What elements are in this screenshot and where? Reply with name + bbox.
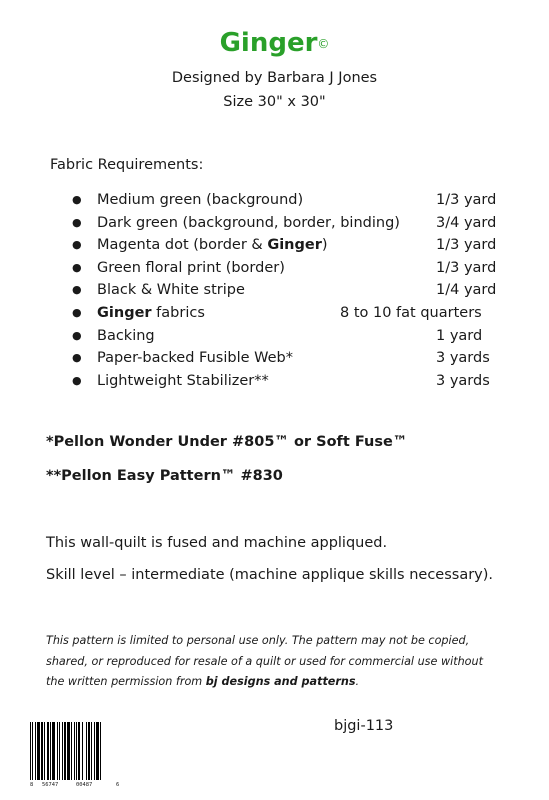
publisher-name: bj designs and patterns: [205, 675, 356, 688]
copyright-line: the written permission from bj designs and patterns.: [46, 675, 360, 688]
barcode-bar: [44, 722, 45, 780]
barcode-digit-group: 8: [30, 782, 34, 788]
barcode-bar: [76, 722, 77, 780]
bullet-icon: ●: [72, 305, 82, 319]
copyright-notice: [46, 631, 526, 693]
bullet-icon: ●: [72, 193, 82, 206]
barcode-bars: [30, 722, 122, 780]
list-item: [72, 348, 502, 371]
barcode-bar: [30, 722, 31, 780]
fabric-quantity: 1/3 yard: [436, 192, 497, 208]
pattern-code: bjgi-113: [334, 718, 394, 734]
barcode-bar: [41, 722, 43, 780]
barcode-digit-group: 56747: [42, 782, 59, 788]
copyright-line: shared, or reproduced for resale of a quilt or used for commercial use without: [46, 654, 484, 668]
list-item: [72, 235, 502, 258]
barcode-bar: [86, 722, 87, 780]
title-text: Ginger: [219, 28, 318, 58]
list-item: [72, 280, 502, 303]
barcode-bar: [91, 722, 92, 780]
barcode-bar: [37, 722, 40, 780]
fabric-description: Paper-backed Fusible Web*: [97, 350, 293, 367]
list-item: [72, 258, 502, 281]
footnote-stabilizer: **Pellon Easy Pattern™ #830: [46, 468, 283, 484]
designer-credit: Designed by Barbara J Jones: [171, 70, 378, 86]
barcode-bar: [82, 722, 83, 780]
barcode: [30, 722, 122, 794]
list-item: [72, 326, 502, 349]
fabric-description: Magenta dot (border & Ginger): [97, 237, 328, 254]
copyright-line: This pattern is limited to personal use only. The pattern may not be copied,: [46, 634, 470, 647]
fabric-description: Medium green (background): [97, 192, 304, 208]
fabric-description: Lightweight Stabilizer**: [97, 372, 269, 389]
list-item: [72, 371, 502, 394]
barcode-bar: [71, 722, 72, 780]
bullet-icon: ●: [72, 260, 82, 274]
fabric-description: Green floral print (border): [97, 259, 285, 276]
barcode-digit-group: 00487: [76, 782, 93, 788]
barcode-bar: [100, 722, 101, 780]
barcode-bar: [67, 722, 70, 780]
list-item: [72, 213, 502, 236]
barcode-bar: [52, 722, 55, 780]
barcode-bar: [32, 722, 33, 780]
barcode-bar: [47, 722, 49, 780]
fabric-quantity: 1/4 yard: [436, 282, 497, 299]
barcode-bar: [50, 722, 51, 780]
fabric-quantity: 8 to 10 fat quarters: [340, 304, 482, 321]
fabric-quantity: 3/4 yard: [436, 214, 497, 231]
bullet-icon: ●: [72, 328, 82, 342]
fabric-quantity: 3 yards: [436, 350, 490, 367]
footnote-fusible-web: *Pellon Wonder Under #805™ or Soft Fuse™: [46, 434, 408, 450]
bullet-icon: ●: [72, 373, 82, 387]
barcode-bar: [64, 722, 66, 780]
bullet-icon: ●: [72, 238, 82, 252]
barcode-bar: [35, 722, 36, 780]
bullet-icon: ●: [72, 351, 82, 365]
barcode-bar: [94, 722, 95, 780]
list-item: [72, 190, 502, 213]
fabric-requirements-list: [72, 190, 502, 393]
fabric-description: Ginger fabrics: [97, 304, 205, 321]
copyright-icon: ©: [317, 37, 330, 51]
barcode-bar: [59, 722, 60, 780]
barcode-bar: [57, 722, 58, 780]
pattern-title: [0, 28, 549, 58]
fabric-quantity: 1 yard: [436, 327, 483, 344]
barcode-bar: [78, 722, 80, 780]
barcode-bar: [74, 722, 75, 780]
barcode-bar: [96, 722, 99, 780]
fabric-description: Black & White stripe: [97, 282, 245, 299]
barcode-digits: [30, 782, 122, 792]
fabric-description: Dark green (background, border, binding): [97, 214, 400, 231]
list-item: [72, 303, 502, 326]
skill-level: Skill level – intermediate (machine applique skills necessary).: [46, 567, 494, 583]
barcode-digit-group: 6: [116, 782, 120, 788]
fabric-requirements-heading: Fabric Requirements:: [50, 157, 204, 173]
bullet-icon: ●: [72, 215, 82, 229]
quilt-size: Size 30" x 30": [223, 94, 326, 110]
barcode-bar: [62, 722, 63, 780]
fabric-quantity: 3 yards: [436, 372, 490, 389]
bullet-icon: ●: [72, 283, 82, 297]
construction-note: This wall-quilt is fused and machine appliqued.: [46, 535, 388, 551]
fabric-quantity: 1/3 yard: [436, 259, 497, 276]
fabric-quantity: 1/3 yard: [436, 237, 497, 254]
barcode-bar: [88, 722, 90, 780]
fabric-description: Backing: [97, 327, 155, 344]
